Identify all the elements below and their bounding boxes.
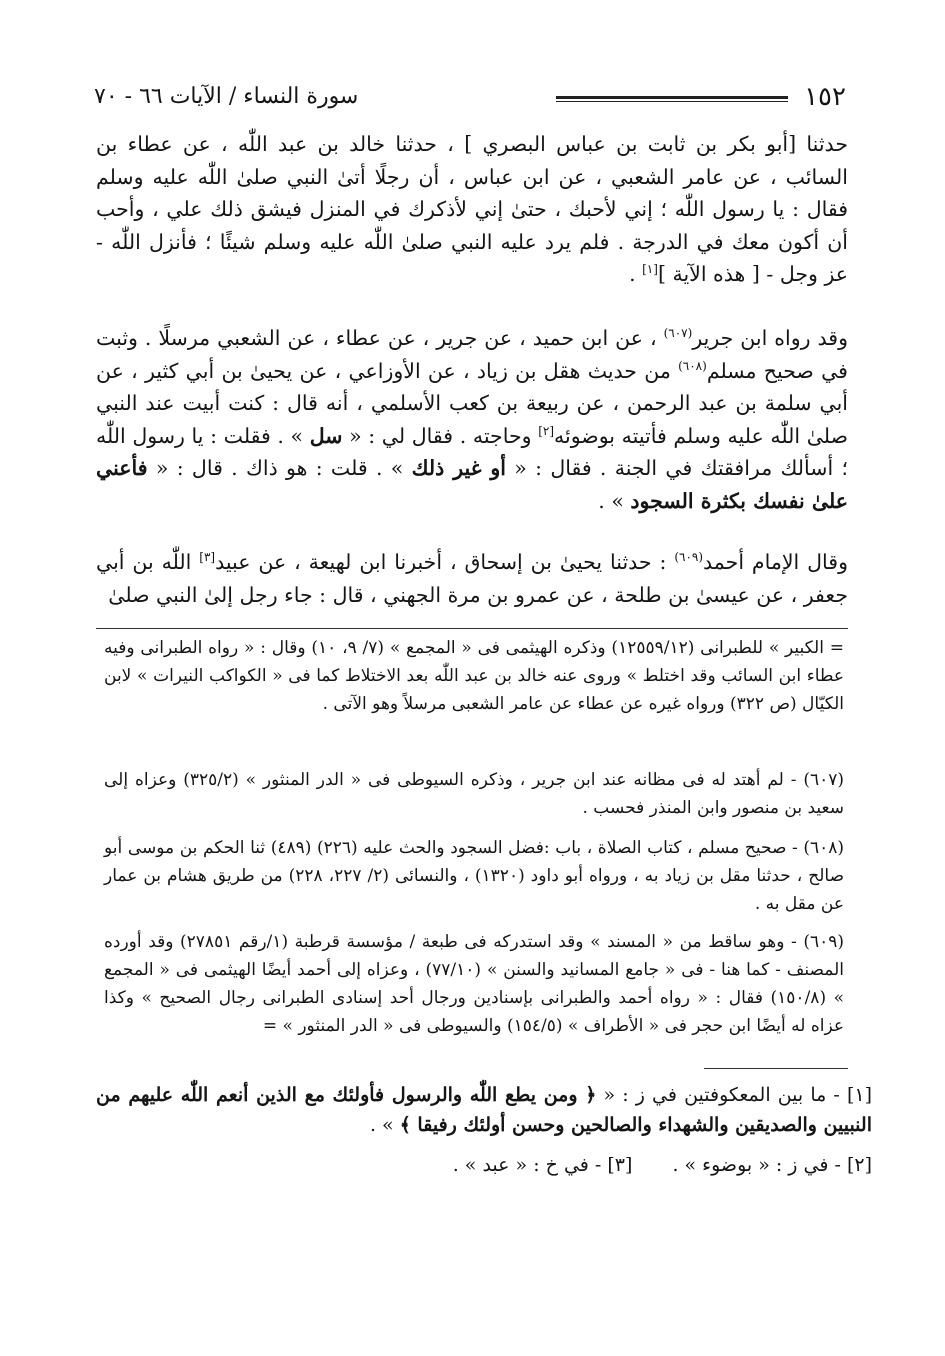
footnote-609 [104, 928, 844, 1040]
paragraph-text: » . قلت : هو ذاك . قال : « [147, 456, 412, 480]
paragraph-text: وقد رواه ابن جرير [692, 326, 848, 350]
main-paragraph-1 [96, 128, 848, 291]
paragraph-text: وقال الإمام أحمد [703, 550, 848, 574]
paragraph-text: من حديث هقل بن زياد ، عن الأوزاعي ، عن يحيىٰ بن أبي كثير ، عن أبي سلمة بن عبد الرحمن ، عن ربيعة بن كعب الأسلمي ، أنه قال : كنت أبيت عند النبي صلىٰ اللّٰه عليه وسلم فأتيته بوضوئه [96, 358, 849, 448]
variant-note-2: [٢] - في ز : « بوضوء » . [672, 1154, 872, 1176]
paragraph-text: ، عن ابن حميد ، عن جرير ، عن عطاء ، عن الشعبي مرسلًا . وثبت في صحيح مسلم [96, 326, 848, 383]
variant-note-1 [96, 1080, 872, 1140]
footnote-text: (٦٠٩) - وهو ساقط من « المسند » وقد استدركه فى طبعة / مؤسسة قرطبة (١/رقم ٢٧٨٥١) وقد أورده المصنف - كما هنا - فى « جامع المسانيد والسنن » (٧٧/١٠) ، وعزاه إلى أحمد أيضًا الهيثمى فى « المجمع » (١٥٠/٨) فقال : « رواه أحمد والطبرانى بإسنادين ورجال أحد إسنادى الطبرانى رجال الصحيح » وكذا عزاه له أيضًا ابن حجر فى « الأطراف » (١٥٤/٥) والسيوطى فى « الدر المنثور » = [104, 932, 845, 1036]
variants-divider [704, 1068, 848, 1069]
hadith-quote: فأعني علىٰ نفسك بكثرة السجود [96, 456, 848, 513]
main-paragraph-2 [96, 322, 848, 517]
hadith-quote: سل [309, 423, 343, 448]
paragraph-text: » . فقلت : يا رسول اللّٰه ؛ أسألك مرافقتك في الجنة . فقال : « [96, 423, 848, 480]
main-paragraph-3 [96, 546, 848, 611]
footnote-608 [104, 834, 844, 918]
paragraph-text: : حدثنا يحيىٰ بن إسحاق ، أخبرنا ابن لهيعة ، عن عبيد [215, 550, 675, 574]
page-number: ١٥٢ [804, 82, 846, 112]
variant-ref: [١] [642, 262, 658, 277]
quran-verse: ﴿ ومن يطع اللّٰه والرسول فأولئك مع الذين أنعم اللّٰه عليهم من النبيين والصديقين والشهداء والصالحين وحسن أولئك رفيقا ﴾ [96, 1084, 872, 1136]
header-rule [556, 96, 788, 102]
footnote-text: (٦٠٧) - لم أهتد له فى مظانه عند ابن جرير ، وذكره السيوطى فى « الدر المنثور » (٣٢٥/٢) وعزاه إلى سعيد بن منصور وابن المنذر فحسب . [104, 770, 845, 818]
footnote-ref-607: (٦٠٧) [663, 326, 693, 341]
footnote-continued [104, 634, 844, 718]
footnote-ref-609: (٦٠٩) [674, 550, 704, 565]
footnote-divider [96, 628, 848, 629]
paragraph-end: . [629, 262, 643, 286]
variant-note-3: [٣] - في خ : « عبد » . [452, 1154, 633, 1176]
running-title: سورة النساء / الآيات ٦٦ - ٧٠ [94, 84, 359, 109]
footnote-text: (٦٠٨) - صحيح مسلم ، كتاب الصلاة ، باب :فضل السجود والحث عليه (٢٢٦) (٤٨٩) ثنا الحكم بن موسى أبو صالح ، حدثنا مقل بن زياد به ، ورواه أبو داود (١٣٢٠) ، والنسائى (٢/ ٢٢٧، ٢٢٨) من طريق هشام بن عمار عن مقل به . [104, 838, 845, 914]
footnote-ref-608: (٦٠٨) [678, 358, 707, 373]
paragraph-text: اللّٰه بن أبي جعفر ، عن عيسىٰ بن طلحة ، عن عمرو بن مرة الجهني ، قال : جاء رجل إلىٰ النبي صلىٰ [96, 550, 848, 607]
variant-ref: [٣] [199, 550, 216, 565]
variant-label: [١] - ما بين المعكوفتين في ز : « [596, 1084, 872, 1106]
page-header [94, 80, 846, 120]
variant-ref: [٢] [538, 423, 555, 438]
hadith-quote: أو غير ذلك [411, 456, 506, 480]
paragraph-text: وحاجته . فقال لي : « [342, 423, 539, 448]
paragraph-text: حدثنا [أبو بكر بن ثابت بن عباس البصري ] ، حدثنا خالد بن عبد اللّٰه ، عن عطاء بن السائب ، عن عامر الشعبي ، عن ابن عباس ، أن رجلًا أتىٰ النبي صلىٰ اللّٰه عليه وسلم فقال : يا رسول اللّٰه ؛ إني لأحبك ، حتىٰ إني لأذكرك في المنزل فيشق ذلك علي ، وأحب أن أكون معك في الدرجة . فلم يرد عليه النبي صلىٰ اللّٰه عليه وسلم شيئًا ؛ فأنزل اللّٰه - عز وجل - [ هذه الآية ] [96, 132, 848, 286]
footnote-text: = الكبير » للطبرانى (١٢٥٥٩/١٢) وذكره الهيثمى فى « المجمع » (٧/ ٩، ١٠) وقال : « رواه الطبرانى وفيه عطاء ابن السائب وقد اختلط » وروى عنه خالد بن عبد اللّٰه بعد الاختلاط كما فى « الكواكب النيرات » لابن الكيّال (ص ٣٢٢) ورواه غيره عن عطاء عن عامر الشعبى مرسلاً وهو الآتى . [104, 638, 844, 714]
footnote-607 [104, 766, 844, 822]
variant-notes-2-3 [96, 1150, 872, 1180]
variant-end: » . [369, 1114, 400, 1136]
paragraph-end: » . [598, 488, 631, 513]
